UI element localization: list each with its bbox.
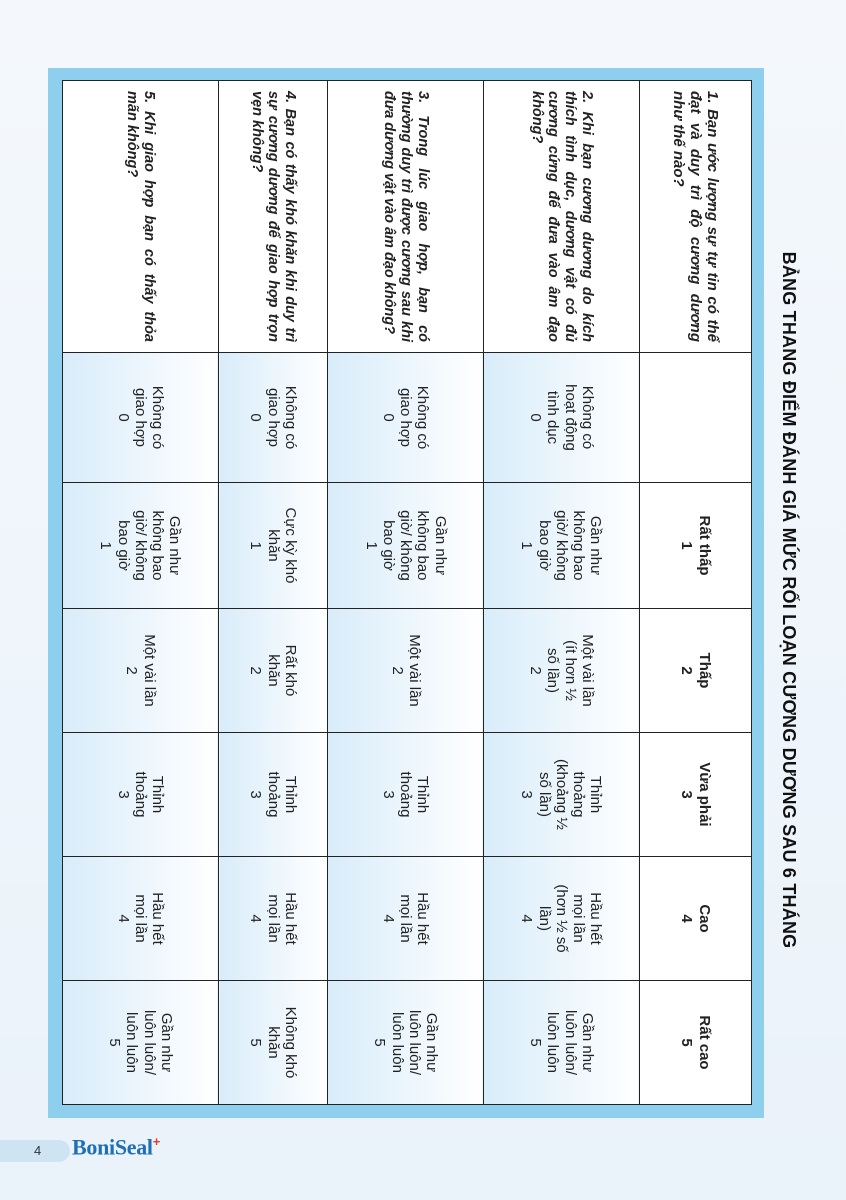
cell-line: Gần như — [587, 515, 605, 576]
cell-line: Hầu hết — [587, 892, 605, 945]
cell-line: 1 — [518, 541, 536, 550]
cell-line: không bao — [414, 510, 432, 581]
cell-line: luôn luôn — [123, 1012, 141, 1073]
cell-line: Không khó — [281, 1006, 299, 1079]
cell-line: 3 — [247, 790, 265, 799]
cell-line: Thấp — [695, 652, 713, 689]
cell-line: giao hợp — [397, 387, 415, 448]
cell-line: Gần như — [431, 515, 449, 576]
cell-line: Không có — [578, 385, 596, 450]
question-2: 2. Khi bạn cương dương do kích thích tình dục, dương vật có đủ cương cứng để đưa vào âm đạo không? — [483, 81, 639, 353]
cell-line: Gần như — [166, 515, 184, 576]
brand-logo — [72, 1134, 160, 1160]
cell-line: bao giờ — [535, 520, 553, 571]
cell-line: mọi lần — [131, 894, 149, 943]
cell-line: Một vài lần — [140, 634, 158, 707]
cell-line: Gần như — [578, 1012, 596, 1073]
cell-line: Thỉnh — [587, 775, 605, 814]
cell-line: mọi lần — [397, 894, 415, 943]
cell-line: (hơn ½ số — [552, 884, 570, 953]
cell-line: 2 — [388, 666, 406, 675]
cell-line: không bao — [149, 510, 167, 581]
cell-line: giao hợp — [131, 387, 149, 448]
answer-cell — [218, 609, 328, 733]
answer-cell — [63, 981, 219, 1105]
cell-line: Gần như — [423, 1012, 441, 1073]
cell-line: số lần) — [535, 771, 553, 818]
cell-line: hoạt động — [561, 384, 579, 451]
cell-line: 4 — [379, 914, 397, 923]
cell-line: 2 — [247, 666, 265, 675]
cell-line: 1 — [247, 541, 265, 550]
header-row — [639, 81, 751, 1105]
cell-line: 0 — [379, 413, 397, 422]
cell-line: khăn — [264, 1026, 282, 1059]
cell-line: Rất khó — [281, 644, 299, 697]
cell-line: 2 — [678, 666, 696, 675]
answer-cell — [483, 353, 639, 483]
cell-line: 3 — [114, 790, 132, 799]
cell-line: 4 — [114, 914, 132, 923]
cell-line: giờ/ không — [131, 510, 149, 581]
answer-cell — [63, 733, 219, 857]
cell-line: 1 — [678, 541, 696, 550]
header-very-low — [639, 483, 751, 609]
answer-cell — [63, 353, 219, 483]
cell-line: tình dục — [544, 390, 562, 445]
answer-cell — [63, 857, 219, 981]
cell-line: không bao — [570, 510, 588, 581]
cell-line: 3 — [379, 790, 397, 799]
answer-cell — [483, 609, 639, 733]
cell-line: số lần) — [544, 647, 562, 694]
header-low — [639, 609, 751, 733]
cell-line: luôn luôn — [544, 1012, 562, 1073]
answer-cell — [63, 609, 219, 733]
cell-line: thoảng — [131, 771, 149, 818]
cell-line: Hầu hết — [414, 892, 432, 945]
cell-line: giờ/ không — [397, 510, 415, 581]
cell-line: 4 — [247, 914, 265, 923]
cell-line: thoảng — [397, 771, 415, 818]
cell-line: luôn luôn/ — [561, 1009, 579, 1076]
cell-line: 4 — [518, 914, 536, 923]
brand-name: BoniSeal — [72, 1134, 153, 1160]
cell-line: thoảng — [264, 771, 282, 818]
cell-line: mọi lần — [264, 894, 282, 943]
cell-line: Rất cao — [695, 1015, 713, 1070]
cell-line: 0 — [114, 413, 132, 422]
cell-line: 5 — [106, 1038, 124, 1047]
cell-line: 0 — [247, 413, 265, 422]
answer-cell — [483, 981, 639, 1105]
cell-line: 3 — [518, 790, 536, 799]
cell-line: Một vài lần — [405, 634, 423, 707]
table-row — [218, 81, 328, 1105]
answer-cell — [328, 609, 484, 733]
cell-line: 5 — [527, 1038, 545, 1047]
cell-line: Không có — [149, 385, 167, 450]
answer-cell — [328, 483, 484, 609]
cell-line: 3 — [678, 790, 696, 799]
answer-cell — [218, 733, 328, 857]
cell-line: 2 — [123, 666, 141, 675]
answer-cell — [328, 981, 484, 1105]
cell-line: 1 — [97, 541, 115, 550]
cell-line: giờ/ không — [552, 510, 570, 581]
answer-cell — [218, 353, 328, 483]
rotated-table-container — [62, 80, 752, 1104]
header-moderate — [639, 733, 751, 857]
cell-line: Thỉnh — [149, 775, 167, 814]
cell-line: 5 — [678, 1038, 696, 1047]
scoring-table — [62, 80, 752, 1105]
cell-line: 1 — [362, 541, 380, 550]
cell-line: Gần như — [157, 1012, 175, 1073]
cell-line: luôn luôn/ — [140, 1009, 158, 1076]
cell-line: bao giờ — [114, 520, 132, 571]
cell-line: 5 — [247, 1038, 265, 1047]
cell-line: Một vài lần — [578, 634, 596, 707]
answer-cell — [483, 483, 639, 609]
question-5: 5. Khi giao hợp bạn có thấy thỏa mãn không? — [63, 81, 219, 353]
cell-line: 0 — [527, 413, 545, 422]
answer-cell — [328, 353, 484, 483]
cell-line: Không có — [281, 385, 299, 450]
cell-line: luôn luôn/ — [405, 1009, 423, 1076]
cell-line: Rất thấp — [695, 515, 713, 576]
answer-cell — [328, 733, 484, 857]
answer-cell — [483, 857, 639, 981]
header-high — [639, 857, 751, 981]
cell-line: 4 — [678, 914, 696, 923]
cell-line: luôn luôn — [388, 1012, 406, 1073]
table-row — [328, 81, 484, 1105]
question-1: 1. Bạn ước lượng sự tự tin có thể đạt và duy trì độ cương dương như thế nào? — [639, 81, 751, 353]
answer-cell — [328, 857, 484, 981]
cell-line: giao hợp — [264, 387, 282, 448]
table-row — [63, 81, 219, 1105]
cell-line: 2 — [527, 666, 545, 675]
header-blank — [639, 353, 751, 483]
page-number: 4 — [34, 1143, 42, 1158]
cell-line: Thỉnh — [281, 775, 299, 814]
answer-cell — [63, 483, 219, 609]
cell-line: bao giờ — [379, 520, 397, 571]
answer-cell — [218, 483, 328, 609]
cell-line: mọi lần — [570, 894, 588, 943]
cell-line: khăn — [264, 529, 282, 562]
brand-plus: + — [152, 1134, 161, 1149]
answer-cell — [218, 981, 328, 1105]
question-3: 3. Trong lúc giao hợp, bạn có thường duy trì được cương sau khi đưa dương vật vào âm đạo không? — [328, 81, 484, 353]
cell-line: Hầu hết — [281, 892, 299, 945]
cell-line: Cao — [695, 904, 713, 933]
cell-line: Cực kỳ khó — [281, 507, 299, 584]
header-very-high — [639, 981, 751, 1105]
cell-line: (ít hơn ½ — [561, 640, 579, 701]
cell-line: Thỉnh — [414, 775, 432, 814]
cell-line: khăn — [264, 654, 282, 687]
page-title: BẢNG THANG ĐIỂM ĐÁNH GIÁ MỨC RỐI LOẠN CƯƠNG DƯƠNG SAU 6 THÁNG — [779, 251, 799, 949]
cell-line: thoảng — [570, 771, 588, 818]
cell-line: Vừa phải — [695, 762, 713, 827]
table-row — [483, 81, 639, 1105]
cell-line: (khoảng ½ — [552, 759, 570, 830]
cell-line: Hầu hết — [149, 892, 167, 945]
answer-cell — [483, 733, 639, 857]
answer-cell — [218, 857, 328, 981]
cell-line: 5 — [371, 1038, 389, 1047]
cell-line: lần) — [535, 905, 553, 931]
cell-line: Không có — [414, 385, 432, 450]
question-4: 4. Bạn có thấy khó khăn khi duy trì sự cương dương để giao hợp trọn vẹn không? — [218, 81, 328, 353]
